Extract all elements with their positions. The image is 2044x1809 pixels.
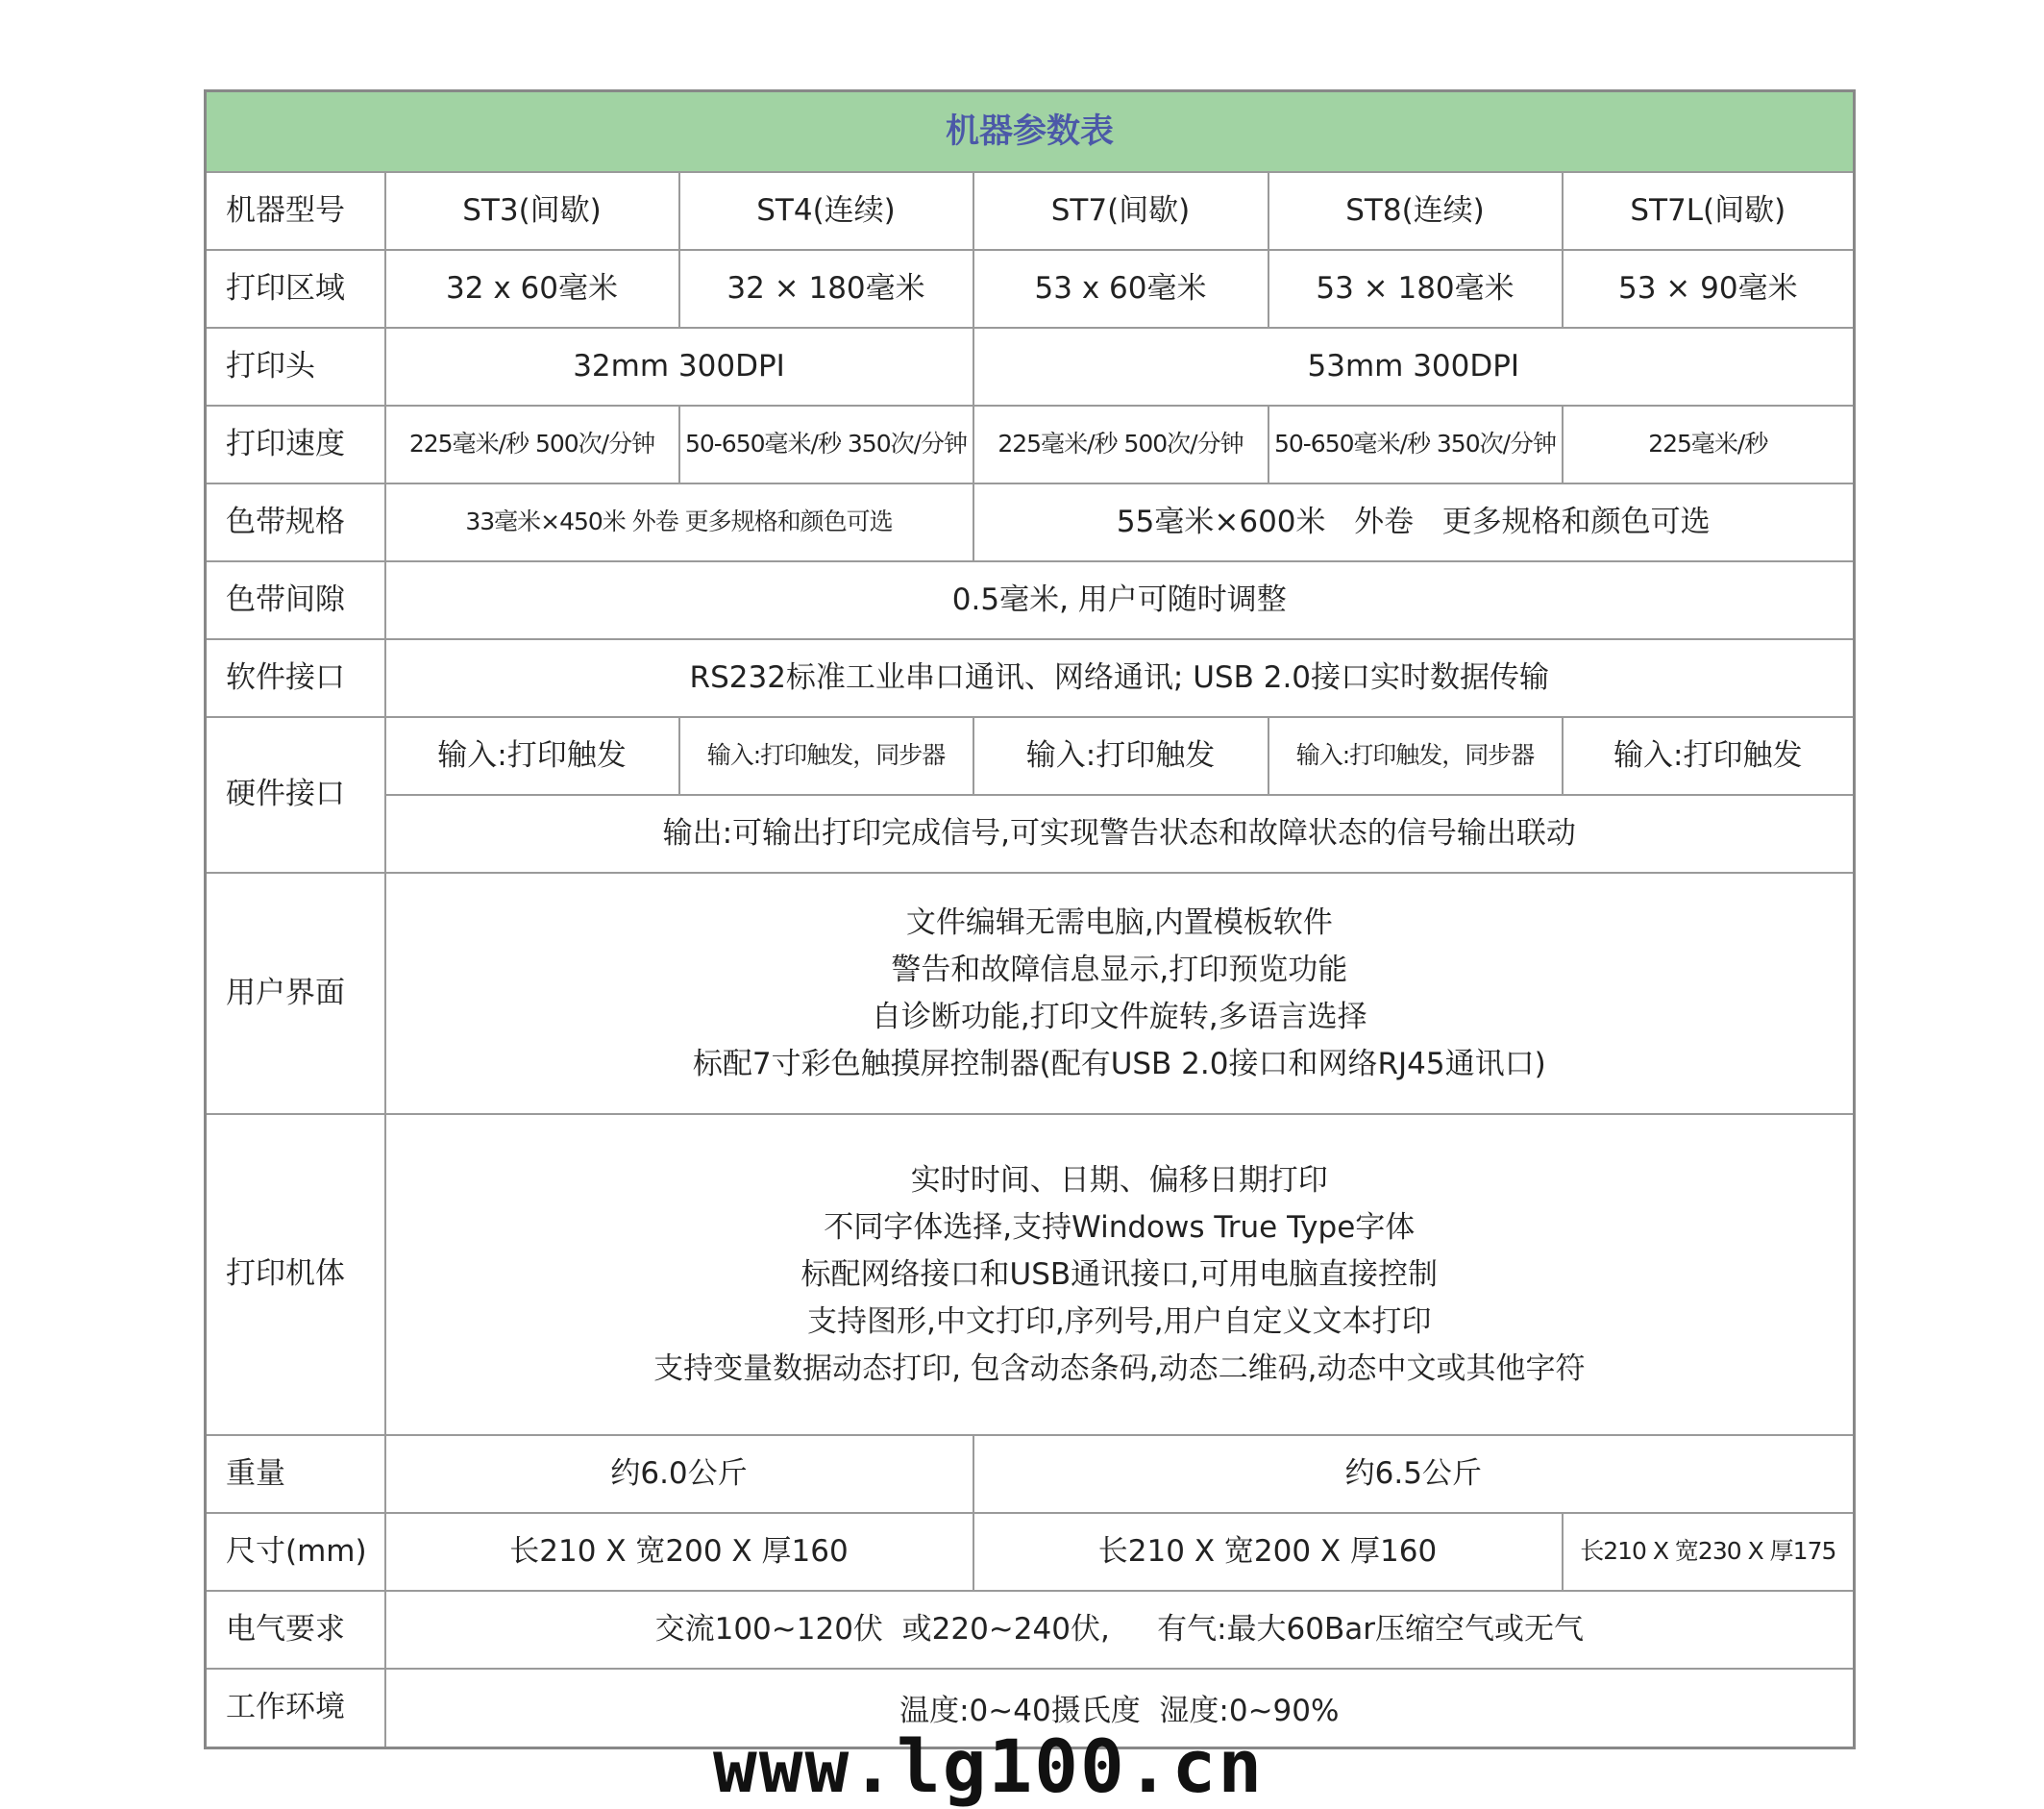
row-label: 打印机体 [206, 1114, 385, 1435]
text-line: 支持图形,中文打印,序列号,用户自定义文本打印 [807, 1303, 1432, 1339]
row-print-speed [206, 406, 1855, 483]
row-label: 机器型号 [206, 172, 385, 250]
row-hardware-output [206, 795, 1855, 873]
text-line: 不同字体选择,支持Windows True Type字体 [824, 1209, 1416, 1245]
row-label: 尺寸(mm) [206, 1513, 385, 1591]
watermark: www.lg100.cn [713, 1723, 1265, 1809]
row-label: 电气要求 [206, 1591, 385, 1669]
row-ribbon-gap [206, 561, 1855, 639]
cell-print-head: 53mm 300DPI [973, 328, 1855, 406]
row-label: 打印速度 [206, 406, 385, 483]
cell-hardware-input: 输入:打印触发 [385, 717, 679, 795]
cell-model-st3: ST3(间歇) [385, 172, 679, 250]
cell-print-speed: 225毫米/秒 [1563, 406, 1855, 483]
row-label: 硬件接口 [206, 717, 385, 873]
cell-dimensions: 长210 X 宽200 X 厚160 [385, 1513, 973, 1591]
cell-print-speed: 50-650毫米/秒 350次/分钟 [679, 406, 973, 483]
cell-weight: 约6.0公斤 [385, 1435, 973, 1513]
row-hardware-input [206, 717, 1855, 795]
spec-table [204, 89, 1856, 1749]
cell-ribbon-gap: 0.5毫米, 用户可随时调整 [385, 561, 1855, 639]
cell-print-area: 53 × 90毫米 [1563, 250, 1855, 328]
cell-print-speed: 50-650毫米/秒 350次/分钟 [1268, 406, 1563, 483]
row-model [206, 172, 1855, 250]
text-line: 自诊断功能,打印文件旋转,多语言选择 [871, 999, 1367, 1034]
cell-model-st8: ST8(连续) [1268, 172, 1563, 250]
cell-print-area: 32 x 60毫米 [385, 250, 679, 328]
text-line: 标配7寸彩色触摸屏控制器(配有USB 2.0接口和网络RJ45通讯口) [692, 1046, 1546, 1081]
text-line: 警告和故障信息显示,打印预览功能 [891, 952, 1348, 987]
row-print-body [206, 1114, 1855, 1435]
row-label: 用户界面 [206, 873, 385, 1114]
cell-dimensions: 长210 X 宽230 X 厚175 [1563, 1513, 1855, 1591]
row-weight [206, 1435, 1855, 1513]
cell-dimensions: 长210 X 宽200 X 厚160 [973, 1513, 1563, 1591]
row-label: 工作环境 [206, 1669, 385, 1747]
cell-hardware-input: 输入:打印触发，同步器 [679, 717, 973, 795]
table-title: 机器参数表 [206, 91, 1855, 173]
cell-hardware-input: 输入:打印触发 [973, 717, 1268, 795]
text-line: 标配网络接口和USB通讯接口,可用电脑直接控制 [800, 1256, 1439, 1292]
cell-electrical: 交流100~120伏 或220~240伏, 有气:最大60Bar压缩空气或无气 [385, 1591, 1855, 1669]
cell-print-body [385, 1114, 1855, 1435]
row-label: 打印头 [206, 328, 385, 406]
cell-print-speed: 225毫米/秒 500次/分钟 [973, 406, 1268, 483]
row-label: 打印区域 [206, 250, 385, 328]
row-label: 色带规格 [206, 483, 385, 561]
cell-environment: 温度:0~40摄氏度 湿度:0~90% [385, 1669, 1855, 1747]
row-software-interface [206, 639, 1855, 717]
cell-ribbon-spec: 33毫米×450米 外卷 更多规格和颜色可选 [385, 483, 973, 561]
row-label: 重量 [206, 1435, 385, 1513]
cell-print-area: 53 × 180毫米 [1268, 250, 1563, 328]
row-print-area [206, 250, 1855, 328]
row-label: 软件接口 [206, 639, 385, 717]
row-dimensions [206, 1513, 1855, 1591]
cell-hardware-input: 输入:打印触发，同步器 [1268, 717, 1563, 795]
cell-print-area: 32 × 180毫米 [679, 250, 973, 328]
cell-print-head: 32mm 300DPI [385, 328, 973, 406]
row-electrical [206, 1591, 1855, 1669]
cell-hardware-input: 输入:打印触发 [1563, 717, 1855, 795]
row-user-interface [206, 873, 1855, 1114]
text-line: 支持变量数据动态打印, 包含动态条码,动态二维码,动态中文或其他字符 [653, 1351, 1586, 1386]
cell-print-area: 53 x 60毫米 [973, 250, 1268, 328]
cell-user-interface [385, 873, 1855, 1114]
title-row [206, 91, 1855, 173]
cell-print-speed: 225毫米/秒 500次/分钟 [385, 406, 679, 483]
cell-software-interface: RS232标准工业串口通讯、网络通讯; USB 2.0接口实时数据传输 [385, 639, 1855, 717]
row-ribbon-spec [206, 483, 1855, 561]
text-line: 文件编辑无需电脑,内置模板软件 [905, 904, 1333, 940]
cell-model-st7l: ST7L(间歇) [1563, 172, 1855, 250]
row-print-head [206, 328, 1855, 406]
cell-hardware-output: 输出:可输出打印完成信号,可实现警告状态和故障状态的信号输出联动 [385, 795, 1855, 873]
row-label: 色带间隙 [206, 561, 385, 639]
cell-model-st4: ST4(连续) [679, 172, 973, 250]
cell-model-st7: ST7(间歇) [973, 172, 1268, 250]
cell-weight: 约6.5公斤 [973, 1435, 1855, 1513]
text-line: 实时时间、日期、偏移日期打印 [910, 1162, 1328, 1198]
cell-ribbon-spec: 55毫米×600米 外卷 更多规格和颜色可选 [973, 483, 1855, 561]
